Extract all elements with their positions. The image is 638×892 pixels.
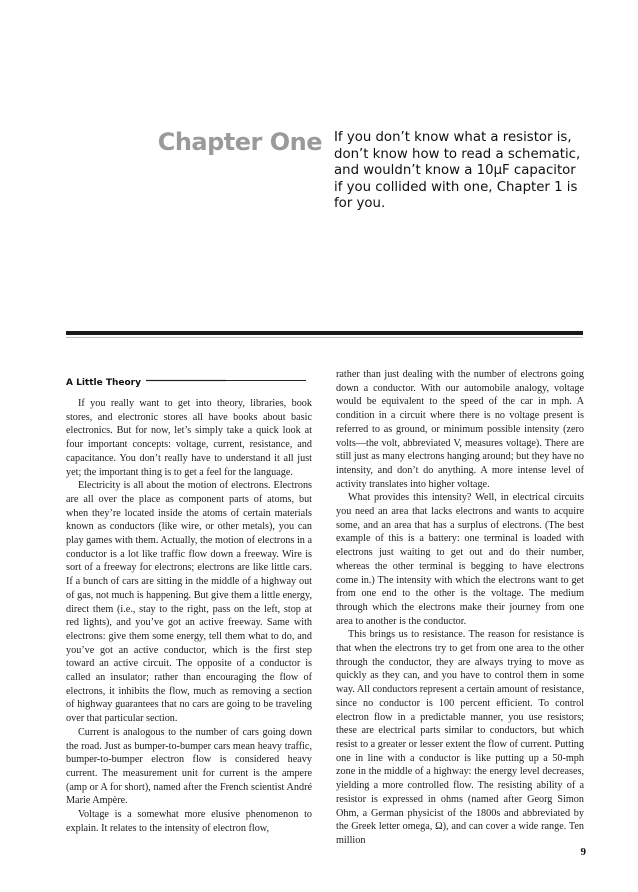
- paragraph: Voltage is a somewhat more elusive phenomenon to explain. It relates to the intensity of electron flow,: [66, 809, 312, 834]
- section-heading-rule: [146, 380, 306, 381]
- paragraph: Current is analogous to the number of cars going down the road. Just as bumper-to-bumper cars mean heavy traffic, bumper-to-bumper electron flow is considered heavy current. The measurement unit for current is the ampere (amp or A for short), named after the French scientist André Marie Ampère.: [66, 726, 312, 807]
- paragraph: Electricity is all about the motion of electrons. Electrons are all over the place as component parts of atoms, but when they’re located inside the atoms of certain materials known as conductors (like wire, or other metals), you can play games with them. Actually, the motion of electrons in a conductor is a lot like traffic flow down a freeway. Wire is sort of a freeway for electrons; electrons are like little cars. If a bunch of cars are sitting in the middle of a highway out of gas, not much is happening. But give them a little energy, direct them (i.e., stay to the right, pass on the left, stop at red lights), and you’ve got an active freeway. Same with electrons: give them some energy, tell them what to do, and you’ve got an active conductor, which is the first step toward an active circuit. The opposite of a conductor is called an insulator; rather than encouraging the flow of electrons, it inhibits the flow, much as removing a section of highway guarantees that no cars are going to be traveling over that particular section.: [66, 480, 312, 725]
- chapter-intro: If you don’t know what a resistor is, don’t know how to read a schematic, and wouldn’t know a 10µF capacitor if you collided with one, Chapter 1 is for you.: [334, 130, 581, 212]
- paragraph: If you really want to get into theory, libraries, book stores, and electronic stores all have books about basic electronics. But for now, let’s simply take a quick look at four important concepts: voltage, current, resistance, and capacitance. You don’t really have to understand it all just yet; the important thing is to get a feel for the language.: [66, 398, 312, 478]
- paragraph: rather than just dealing with the number of electrons going down a conductor. With our automobile analogy, voltage would be equivalent to the speed of the car in mph. A condition in a circuit where there is no voltage present is referred to as ground, or minimum possible intensity (zero volts—the volt, abbreviated V, measures voltage). There are still just as many electrons hanging around; but they have no intensity, and don’t do anything. A more intense level of activity translates into higher voltage.: [336, 369, 584, 490]
- left-column: [66, 397, 312, 836]
- chapter-divider: [66, 331, 583, 335]
- chapter-divider-shadow: [66, 337, 583, 338]
- right-column: [336, 368, 584, 848]
- section-heading-block: [66, 372, 306, 388]
- section-heading: A Little Theory: [66, 378, 145, 388]
- page-number: 9: [580, 846, 586, 858]
- paragraph: This brings us to resistance. The reason for resistance is that when the electrons try to get from one area to the other through the conductor, they are always trying to move as quickly as they can, and you have to control them in some way. All conductors represent a certain amount of resistance, since no conductor is 100 percent efficient. To control electron flow in a predictable manner, you use resistors; these are electrical parts similar to conductors, but which resist to a greater or lesser extent the flow of current. Putting one in line with a conductor is like putting up a 50-mph zone in the middle of a highway: the energy level decreases, yielding a more controlled flow. The resisting ability of a resistor is expressed in ohms (named after Georg Simon Ohm, a German physicist of the 1800s and abbreviated by the Greek letter omega, Ω), and can cover a wide range. Ten million: [336, 629, 584, 846]
- paragraph: What provides this intensity? Well, in electrical circuits you need an area that lacks electrons and wants to acquire some, and an area that has a surplus of electrons. (The best example of this is a battery: one terminal is loaded with electrons just waiting to get out and do their number, whereas the other terminal is begging to have electrons come in.) The intensity with which the electrons want to get from one end to the other is the voltage. The medium through which the electrons make their journey from one area to another is the conductor.: [336, 492, 584, 627]
- chapter-title: Chapter One: [157, 128, 322, 156]
